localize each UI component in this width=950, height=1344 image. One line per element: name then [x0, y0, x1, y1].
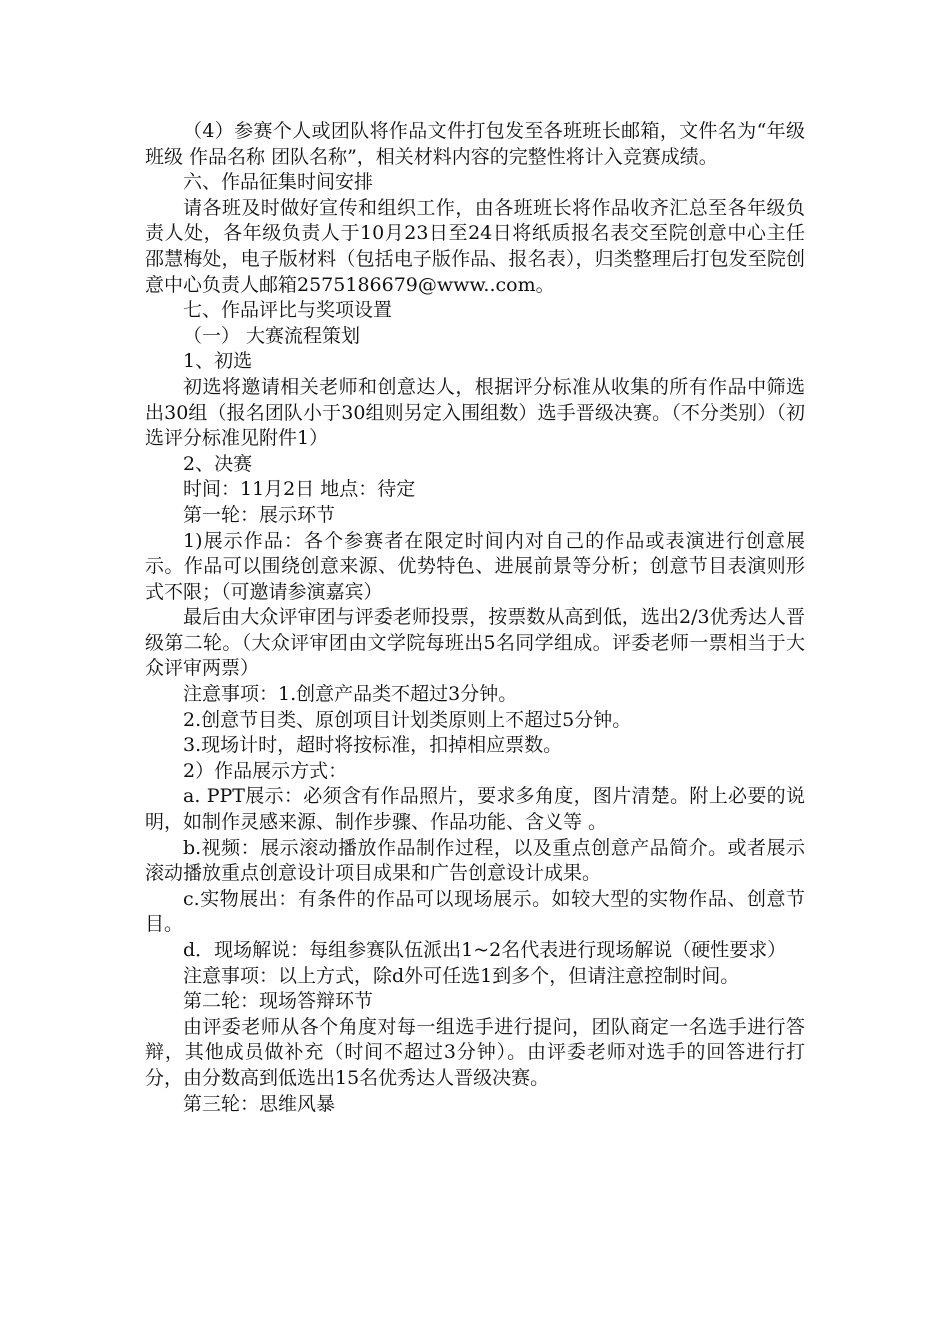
paragraph-submission-rule: （4）参赛个人或团队将作品文件打包发至各班班长邮箱，文件名为“年级 班级 作品名称 团队名称”，相关材料内容的完整性将计入竞赛成绩。 [145, 120, 805, 168]
item-heading-final: 2、决赛 [183, 452, 253, 475]
round-heading-3: 第三轮：思维风暴 [183, 1092, 336, 1115]
paragraph-methods-note: 注意事项：以上方式，除d外可任选1到多个，但请注意控制时间。 [183, 964, 740, 987]
paragraph-method-c: c.实物展出：有条件的作品可以现场展示。如较大型的实物作品、创意节目。 [145, 887, 805, 936]
subsection-heading-process: （一） 大赛流程策划 [183, 324, 361, 347]
paragraph-collection-schedule: 请各班及时做好宣传和组织工作，由各班班长将作品收齐汇总至各年级负责人处，各年级负责人于10月23日至24日将纸质报名表交至院创意中心主任邵慧梅处，电子版材料（包括电子版作品、报名表），归类整理后打包发至院创意中心负责人邮箱2575186679@www..com。 [145, 196, 805, 296]
paragraph-showcase: 1)展示作品：各个参赛者在限定时间内对自己的作品或表演进行创意展示。作品可以围绕创意来源、优势特色、进展前景等分析；创意节目表演则形式不限；（可邀请参演嘉宾） [145, 529, 805, 603]
paragraph-method-d: d．现场解说：每组参赛队伍派出1~2名代表进行现场解说（硬性要求） [183, 939, 787, 961]
section-heading-evaluation-awards: 七、作品评比与奖项设置 [183, 299, 393, 322]
paragraph-note-3: 3.现场计时，超时将按标准，扣掉相应票数。 [183, 734, 563, 757]
paragraph-method-a: a. PPT展示：必须含有作品照片，要求多角度，图片清楚。附上必要的说明，如制作灵感来源、制作步骤、作品功能、含义等 。 [145, 785, 805, 834]
paragraph-voting: 最后由大众评审团与评委老师投票，按票数从高到低，选出2/3优秀达人晋级第二轮。（大众评审团由文学院每班出5名同学组成。评委老师一票相当于大众评审两票） [145, 606, 805, 680]
paragraph-method-b: b.视频：展示滚动播放作品制作过程，以及重点创意产品简介。或者展示滚动播放重点创意设计项目成果和广告创意设计成果。 [145, 836, 805, 885]
item-heading-preliminary: 1、初选 [183, 350, 253, 373]
document-page [145, 119, 805, 1117]
paragraph-display-methods-heading: 2）作品展示方式： [183, 759, 348, 782]
paragraph-final-time-place: 时间：11月2日 地点：待定 [183, 478, 416, 501]
paragraph-note-1: 注意事项：1.创意产品类不超过3分钟。 [183, 683, 518, 706]
paragraph-preliminary: 初选将邀请相关老师和创意达人，根据评分标准从收集的所有作品中筛选出30组（报名团队小于30组则另定入围组数）选手晋级决赛。（不分类别）（初选评分标准见附件1） [145, 375, 805, 450]
round-heading-2: 第二轮：现场答辩环节 [183, 990, 374, 1013]
section-heading-collection-schedule: 六、作品征集时间安排 [183, 171, 374, 194]
round-heading-1: 第一轮：展示环节 [183, 503, 336, 526]
paragraph-note-2: 2.创意节目类、原创项目计划类原则上不超过5分钟。 [183, 708, 632, 731]
paragraph-qa-round: 由评委老师从各个角度对每一组选手进行提问，团队商定一名选手进行答辩，其他成员做补充（时间不超过3分钟）。由评委老师对选手的回答进行打分，由分数高到低选出15名优秀达人晋级决赛。 [145, 1015, 805, 1089]
